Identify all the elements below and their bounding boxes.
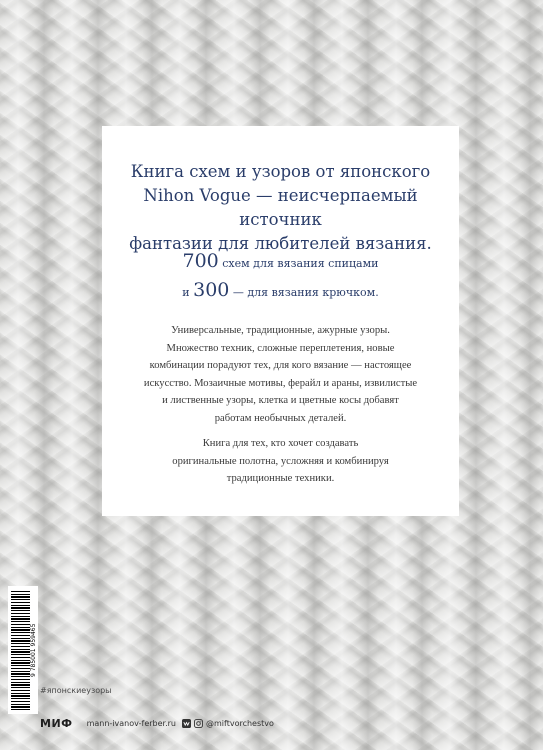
crochet-count-prefix: и: [182, 286, 190, 299]
social-handle[interactable]: @miftvorchestvo: [206, 718, 274, 728]
vk-icon[interactable]: [182, 719, 191, 728]
crochet-count-text: — для вязания крючком.: [232, 286, 379, 299]
headline-line-3: фантазии для любителей вязания.: [129, 234, 432, 253]
headline-line-1: Книга схем и узоров от японского: [130, 162, 431, 181]
headline: [102, 160, 459, 256]
paragraph-1-line-4: искусство. Мозаичные мотивы, ферайл и араны, извилистые: [143, 377, 418, 389]
pattern-counts: [102, 248, 459, 306]
paragraph-2-line-1: Книга для тех, кто хочет создавать: [202, 438, 359, 449]
paragraph-1-line-3: комбинации порадуют тех, для кого вязание — настоящее: [149, 360, 412, 371]
paragraph-2-line-2: оригинальные полотна, усложняя и комбинируя: [172, 455, 389, 467]
hashtag: #японскиеузоры: [40, 686, 112, 695]
instagram-icon[interactable]: [194, 719, 203, 728]
paragraph-1-line-5: и лиственные узоры, клетка и цветные косы добавят: [162, 395, 399, 406]
crochet-count-row: [102, 277, 459, 306]
knit-count-number: 700: [182, 250, 219, 272]
publisher-footer: [40, 716, 274, 730]
headline-line-2: Nihon Vogue — неисчерпаемый источник: [143, 186, 418, 229]
isbn-number: 9 785001 959465: [30, 623, 37, 677]
description-paragraph-2: [102, 435, 459, 488]
description-paragraph-1: [102, 322, 459, 427]
description-panel: [102, 126, 459, 516]
paragraph-2-line-3: традиционные техники.: [226, 473, 335, 484]
publisher-website[interactable]: mann-ivanov-ferber.ru: [86, 718, 176, 728]
paragraph-1-line-6: работам необычных деталей.: [214, 412, 347, 424]
paragraph-1-line-1: Универсальные, традиционные, ажурные узоры.: [171, 325, 390, 336]
publisher-logo: МИФ: [40, 716, 73, 730]
paragraph-1-line-2: Множество техник, сложные переплетения, новые: [166, 342, 395, 354]
isbn-barcode: [8, 586, 38, 714]
barcode-bars: [11, 590, 30, 710]
knit-count-row: [102, 248, 459, 277]
crochet-count-number: 300: [193, 279, 230, 301]
knit-count-text: схем для вязания спицами: [222, 257, 379, 270]
